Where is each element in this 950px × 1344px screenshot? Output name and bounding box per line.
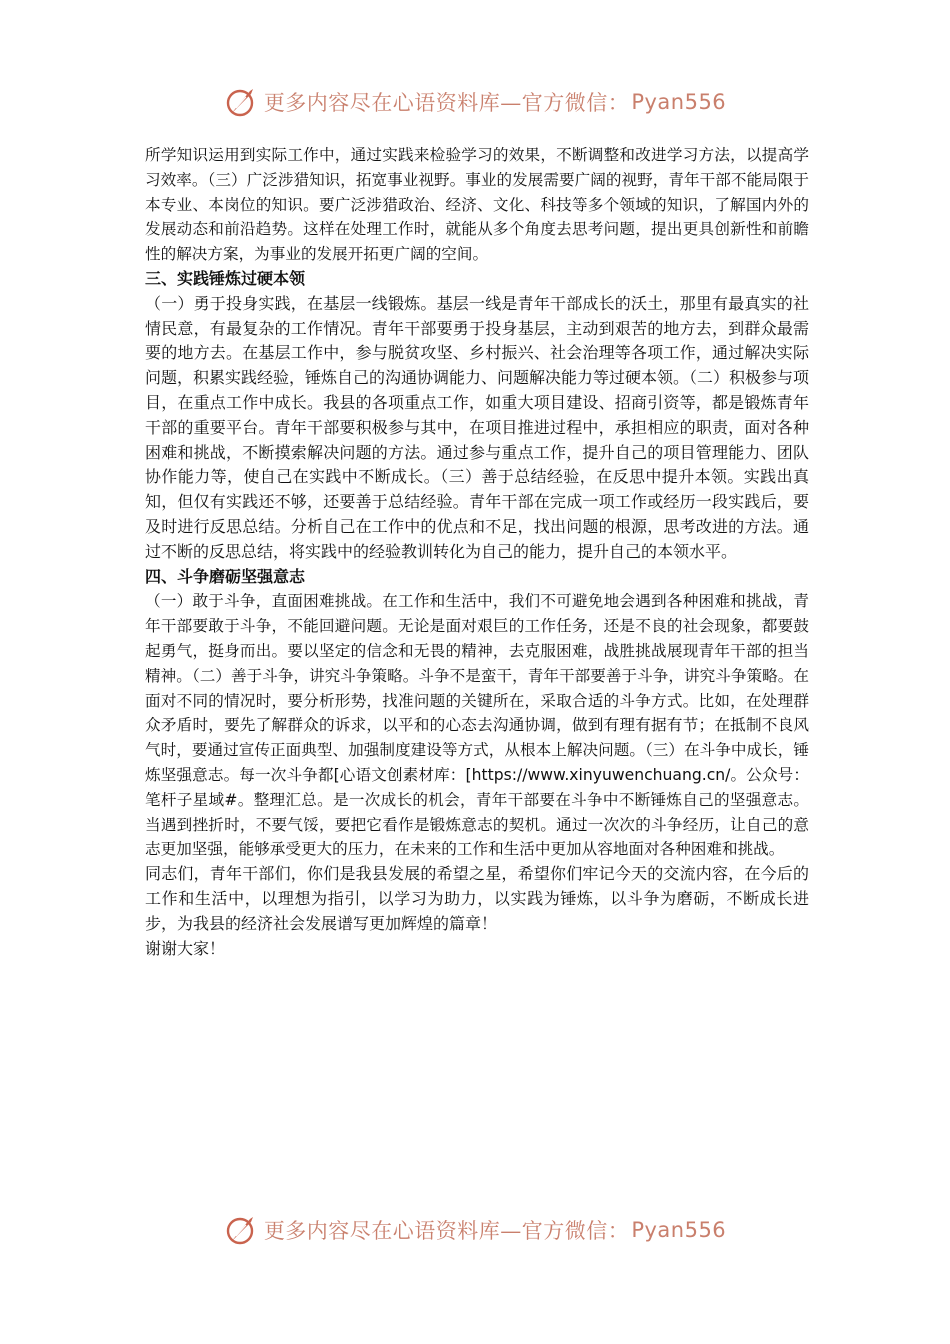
watermark-text: 更多内容尽在心语资料库—官方微信： [263, 91, 630, 115]
header-watermark [0, 82, 950, 122]
paragraph: 谢谢大家！ [145, 938, 226, 958]
watermark-text: 更多内容尽在心语资料库—官方微信： [263, 1219, 630, 1243]
quill-logo-icon [224, 1213, 258, 1247]
quill-logo-icon [224, 85, 258, 119]
paragraph: （一）敢于斗争，直面困难挑战。在工作和生活中，我们不可避免地会遇到各种困难和挑战，青年干部要敢于斗争，不能回避问题。无论是面对艰巨的工作任务，还是不良的社会现象，都要鼓起勇气，挺身而出。要以坚定的信念和无畏的精神，去克服困难，战胜挑战展现青年干部的担当精神。（二）善于斗争，讲究斗争策略。斗争不是蛮干，青年干部要善于斗争，讲究斗争策略。在面对不同的情况时，要分析形势，找准问题的关键所在，采取合适的斗争方式。比如，在处理群众矛盾时，要先了解群众的诉求，以平和的心态去沟通协调，做到有理有据有节；在抵制不良风气时，要通过宣传正面典型、加强制度建设等方式，从根本上解决问题。（三）在斗争中成长，锤炼坚强意志。每一次斗争都[心语文创素材库：[https://www.xinyuwenchuang.cn/。公众号：笔杆子星域#。整理汇总。是一次成长的机会，青年干部要在斗争中不断锤炼自己的坚强意志。当遇到挫折时，不要气馁，要把它看作是锻炼意志的契机。通过一次次的斗争经历，让自己的意志更加坚强，能够承受更大的压力，在未来的工作和生活中更加从容地面对各种困难和挑战。 [145, 592, 809, 859]
footer-watermark [0, 1210, 950, 1250]
paragraph: （一）勇于投身实践，在基层一线锻炼。基层一线是青年干部成长的沃土，那里有最真实的社情民意，有最复杂的工作情况。青年干部要勇于投身基层，主动到艰苦的地方去，到群众最需要的地方去。在基层工作中，参与脱贫攻坚、乡村振兴、社会治理等各项工作，通过解决实际问题，积累实践经验，锤炼自己的沟通协调能力、问题解决能力等过硬本领。（二）积极参与项目，在重点工作中成长。我县的各项重点工作，如重大项目建设、招商引资等，都是锻炼青年干部的重要平台。青年干部要积极参与其中，在项目推进过程中，承担相应的职责，面对各种困难和挑战，不断摸索解决问题的方法。通过参与重点工作，提升自己的项目管理能力、团队协作能力等，使自己在实践中不断成长。（三）善于总结经验，在反思中提升本领。实践出真知，但仅有实践还不够，还要善于总结经验。青年干部在完成一项工作或经历一段实践后，要及时进行反思总结。分析自己在工作中的优点和不足，找出问题的根源，思考改进的方法。通过不断的反思总结，将实践中的经验教训转化为自己的能力，提升自己的本领水平。 [145, 293, 810, 561]
document-body [145, 143, 809, 961]
watermark-wechat-id: Pyan556 [631, 1218, 727, 1242]
watermark-wechat-id: Pyan556 [631, 90, 727, 114]
section-heading: 三、实践锤炼过硬本领 [145, 268, 306, 288]
paragraph: 同志们，青年干部们，你们是我县发展的希望之星，希望你们牢记今天的交流内容，在今后的工作和生活中，以理想为指引，以学习为助力，以实践为锤炼，以斗争为磨砺，不断成长进步，为我县的经济社会发展谱写更加辉煌的篇章！ [145, 864, 809, 933]
paragraph: 所学知识运用到实际工作中，通过实践来检验学习的效果，不断调整和改进学习方法，以提高学习效率。（三）广泛涉猎知识，拓宽事业视野。事业的发展需要广阔的视野，青年干部不能局限于本专业、本岗位的知识。要广泛涉猎政治、经济、文化、科技等多个领域的知识，了解国内外的发展动态和前沿趋势。这样在处理工作时，就能从多个角度去思考问题，提出更具创新性和前瞻性的解决方案，为事业的发展开拓更广阔的空间。 [145, 146, 809, 264]
section-heading: 四、斗争磨砺坚强意志 [145, 566, 306, 586]
